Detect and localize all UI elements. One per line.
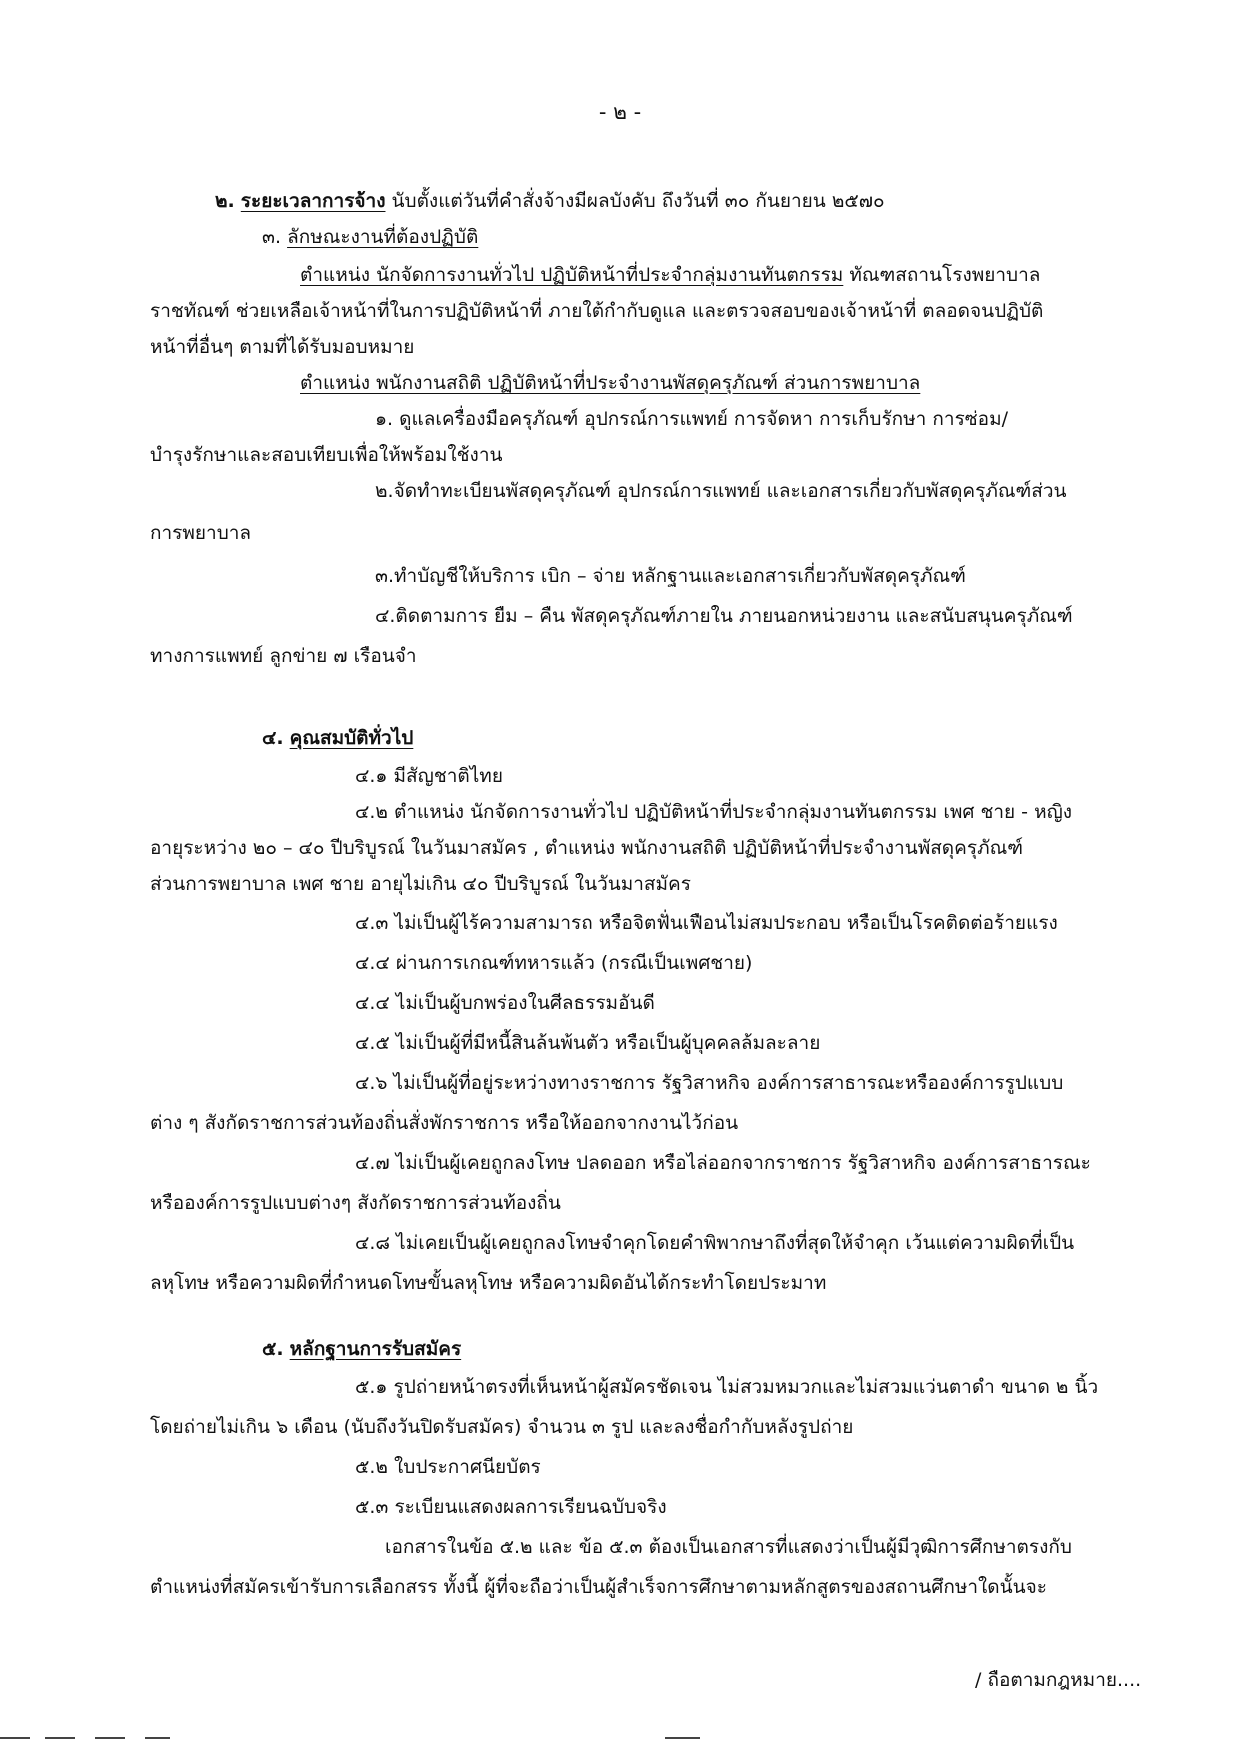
item-4-5: ๔.๕ ไม่เป็นผู้ที่มีหนี้สินล้นพ้นตัว หรือเป็นผู้บุคคลล้มละลาย bbox=[355, 1032, 821, 1054]
section-2-heading: ระยะเวลาการจ้าง bbox=[240, 190, 386, 212]
duty-4-line-2: ทางการแพทย์ ลูกข่าย ๗ เรือนจำ bbox=[150, 645, 417, 667]
position-2-title: ตำแหน่ง พนักงานสถิติ ปฏิบัติหน้าที่ประจำงานพัสดุครุภัณฑ์ ส่วนการพยาบาล bbox=[300, 372, 921, 394]
item-4-4b: ๔.๔ ไม่เป็นผู้บกพร่องในศีลธรรมอันดี bbox=[355, 992, 655, 1014]
item-4-2-line-3: ส่วนการพยาบาล เพศ ชาย อายุไม่เกิน ๔๐ ปีบริบูรณ์ ในวันมาสมัคร bbox=[150, 873, 691, 895]
position-2-title-line bbox=[300, 368, 920, 398]
page-number: - ๒ - bbox=[598, 100, 642, 124]
item-4-6-line-2: ต่าง ๆ สังกัดราชการส่วนท้องถิ่นสั่งพักราชการ หรือให้ออกจากงานไว้ก่อน bbox=[150, 1112, 739, 1134]
item-4-7-line-2: หรือองค์การรูปแบบต่างๆ สังกัดราชการส่วนท้องถิ่น bbox=[150, 1192, 561, 1214]
scan-artifact bbox=[145, 1737, 170, 1739]
item-5-2: ๕.๒ ใบประกาศนียบัตร bbox=[355, 1456, 541, 1478]
duty-1-line-1: ๑. ดูแลเครื่องมือครุภัณฑ์ อุปกรณ์การแพทย์ การจัดหา การเก็บรักษา การซ่อม/ bbox=[375, 408, 1009, 430]
section-5-number: ๕. bbox=[262, 1338, 284, 1360]
section-5-heading: หลักฐานการรับสมัคร bbox=[289, 1338, 462, 1360]
item-4-6-line-1: ๔.๖ ไม่เป็นผู้ที่อยู่ระหว่างทางราชการ รัฐวิสาหกิจ องค์การสาธารณะหรือองค์การรูปแบบ bbox=[355, 1072, 1064, 1094]
position-1-line-3: หน้าที่อื่นๆ ตามที่ได้รับมอบหมาย bbox=[150, 336, 415, 358]
item-5-3: ๕.๓ ระเบียนแสดงผลการเรียนฉบับจริง bbox=[355, 1496, 667, 1518]
duty-2-line-2: การพยาบาล bbox=[150, 522, 252, 544]
section-4-heading: คุณสมบัติทั่วไป bbox=[289, 727, 414, 749]
section-2-number: ๒. bbox=[215, 190, 235, 212]
section-4-heading-line bbox=[262, 723, 413, 753]
section-3-heading: ลักษณะงานที่ต้องปฏิบัติ bbox=[287, 226, 479, 248]
duty-1-line-2: บำรุงรักษาและสอบเทียบเพื่อให้พร้อมใช้งาน bbox=[150, 444, 503, 466]
item-4-2-line-1: ๔.๒ ตำแหน่ง นักจัดการงานทั่วไป ปฏิบัติหน้าที่ประจำกลุ่มงานทันตกรรม เพศ ชาย - หญิง bbox=[355, 801, 1073, 823]
position-1-text-1: ทัณฑสถานโรงพยาบาล bbox=[843, 264, 1041, 286]
item-5-1-line-2: โดยถ่ายไม่เกิน ๖ เดือน (นับถึงวันปิดรับสมัคร) จำนวน ๓ รูป และลงชื่อกำกับหลังรูปถ่าย bbox=[150, 1416, 854, 1438]
position-1-line-2: ราชทัณฑ์ ช่วยเหลือเจ้าหน้าที่ในการปฏิบัติหน้าที่ ภายใต้กำกับดูแล และตรวจสอบของเจ้าหน้าที่ ตลอดจนปฏิบัติ bbox=[150, 300, 1044, 322]
section-4-number: ๔. bbox=[262, 727, 284, 749]
item-4-1: ๔.๑ มีสัญชาติไทย bbox=[355, 765, 503, 787]
evidence-note-line-2: ตำแหน่งที่สมัครเข้ารับการเลือกสรร ทั้งนี้ ผู้ที่จะถือว่าเป็นผู้สำเร็จการศึกษาตามหลักสูตรของสถานศึกษาใดนั้นจะ bbox=[150, 1576, 1047, 1598]
scan-artifact bbox=[45, 1737, 75, 1739]
section-2-line bbox=[215, 186, 885, 216]
item-4-7-line-1: ๔.๗ ไม่เป็นผู้เคยถูกลงโทษ ปลดออก หรือไล่ออกจากราชการ รัฐวิสาหกิจ องค์การสาธารณะ bbox=[355, 1152, 1091, 1174]
item-4-8-line-1: ๔.๘ ไม่เคยเป็นผู้เคยถูกลงโทษจำคุกโดยคำพิพากษาถึงที่สุดให้จำคุก เว้นแต่ความผิดที่เป็น bbox=[355, 1232, 1075, 1254]
item-5-1-line-1: ๕.๑ รูปถ่ายหน้าตรงที่เห็นหน้าผู้สมัครชัดเจน ไม่สวมหมวกและไม่สวมแว่นตาดำ ขนาด ๒ นิ้ว bbox=[355, 1376, 1099, 1398]
section-5-heading-line bbox=[262, 1334, 461, 1364]
item-4-4a: ๔.๔ ผ่านการเกณฑ์ทหารแล้ว (กรณีเป็นเพศชาย) bbox=[355, 952, 753, 974]
scan-artifact bbox=[95, 1737, 125, 1739]
item-4-3: ๔.๓ ไม่เป็นผู้ไร้ความสามารถ หรือจิตฟั่นเฟือนไม่สมประกอบ หรือเป็นโรคติดต่อร้ายแรง bbox=[355, 912, 1058, 934]
item-4-8-line-2: ลหุโทษ หรือความผิดที่กำหนดโทษขั้นลหุโทษ หรือความผิดอันได้กระทำโดยประมาท bbox=[150, 1272, 827, 1294]
duty-2-line-1: ๒.จัดทำทะเบียนพัสดุครุภัณฑ์ อุปกรณ์การแพทย์ และเอกสารเกี่ยวกับพัสดุครุภัณฑ์ส่วน bbox=[375, 480, 1067, 502]
position-1-line-1 bbox=[300, 260, 1040, 290]
section-2-text: นับตั้งแต่วันที่คำสั่งจ้างมีผลบังคับ ถึงวันที่ ๓๐ กันยายน ๒๕๗๐ bbox=[385, 190, 885, 212]
item-4-2-line-2: อายุระหว่าง ๒๐ – ๔๐ ปีบริบูรณ์ ในวันมาสมัคร , ตำแหน่ง พนักงานสถิติ ปฏิบัติหน้าที่ประจำงานพัสดุครุภัณฑ์ bbox=[150, 837, 1023, 859]
scan-artifact bbox=[0, 1737, 30, 1739]
duty-3-line: ๓.ทำบัญชีให้บริการ เบิก – จ่าย หลักฐานและเอกสารเกี่ยวกับพัสดุครุภัณฑ์ bbox=[375, 565, 966, 587]
position-1-title: ตำแหน่ง นักจัดการงานทั่วไป ปฏิบัติหน้าที่ประจำกลุ่มงานทันตกรรม bbox=[300, 264, 844, 286]
evidence-note-line-1: เอกสารในข้อ ๕.๒ และ ข้อ ๕.๓ ต้องเป็นเอกสารที่แสดงว่าเป็นผู้มีวุฒิการศึกษาตรงกับ bbox=[385, 1536, 1072, 1558]
duty-4-line-1: ๔.ติดตามการ ยืม – คืน พัสดุครุภัณฑ์ภายใน ภายนอกหน่วยงาน และสนับสนุนครุภัณฑ์ bbox=[375, 605, 1073, 627]
section-3-number: ๓. bbox=[262, 226, 282, 248]
section-3-heading-line bbox=[262, 222, 478, 252]
continuation-note: / ถือตามกฎหมาย.... bbox=[975, 1669, 1142, 1691]
scan-artifact bbox=[665, 1737, 700, 1739]
